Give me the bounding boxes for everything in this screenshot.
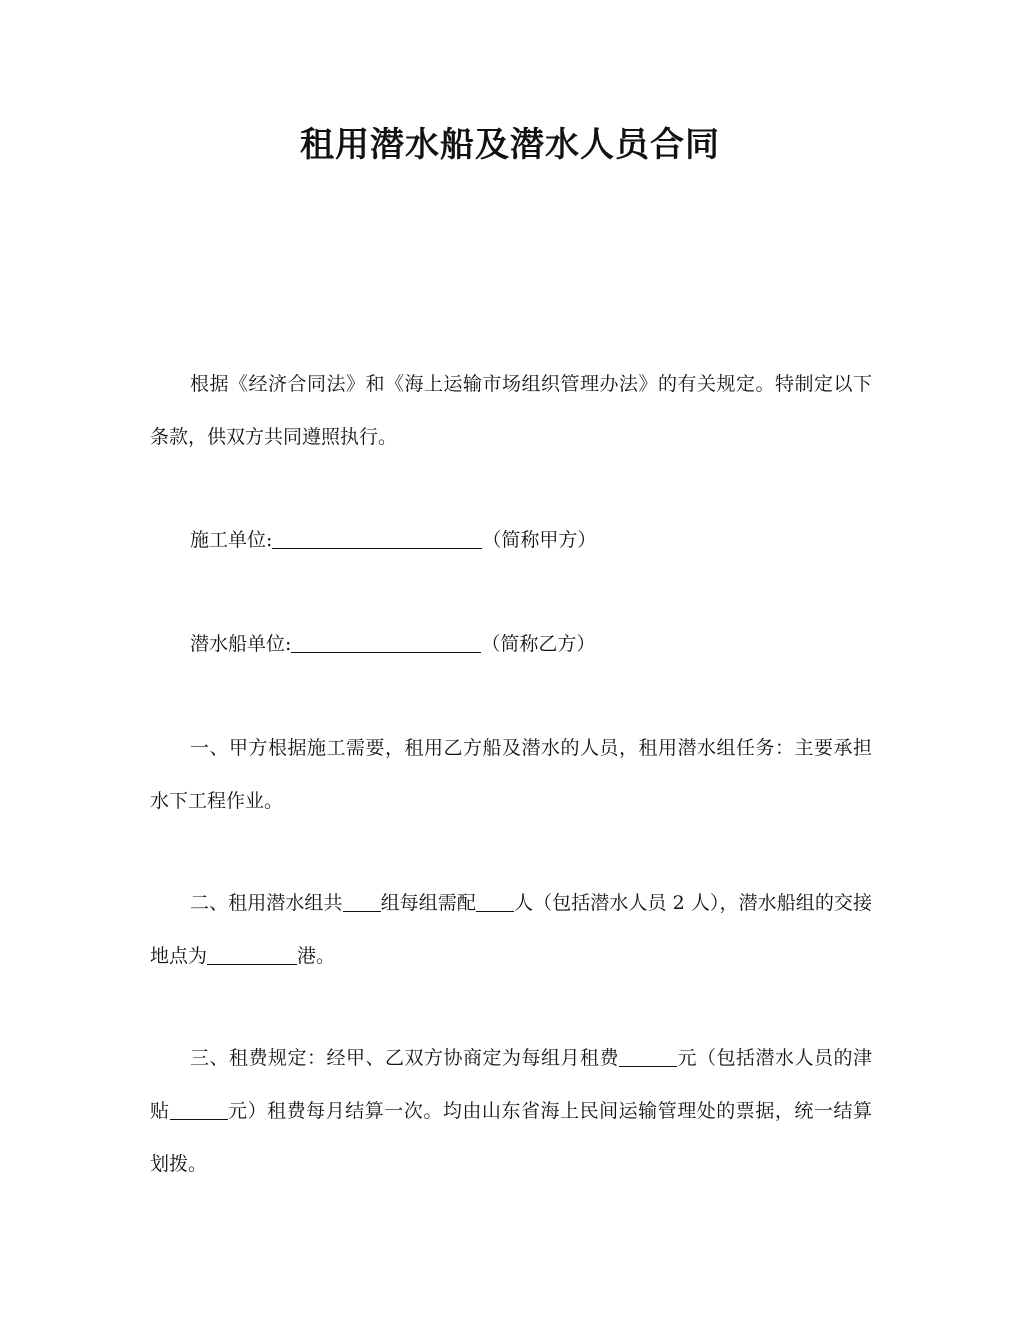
contract-title: 租用潜水船及潜水人员合同 xyxy=(300,125,720,165)
party-b-line xyxy=(150,618,872,671)
party-b-suffix: （简称乙方） xyxy=(481,633,596,655)
party-a-line xyxy=(150,514,872,567)
clause-1-paragraph xyxy=(150,722,872,828)
party-a-label: 施工单位: xyxy=(190,529,273,551)
party-b-blank-field[interactable] xyxy=(291,632,481,653)
clause-3-text-3: 元）租费每月结算一次。均由山东省海上民间运输管理处的票据，统一结算划拨。 xyxy=(150,1100,872,1175)
clause-2-text-2: 组每组需配 xyxy=(380,892,476,914)
people-count-blank-field[interactable] xyxy=(476,891,514,912)
clause-2-paragraph xyxy=(150,877,872,983)
handover-port-blank-field[interactable] xyxy=(207,944,297,965)
clause-2-text-1: 二、租用潜水组共 xyxy=(190,892,343,914)
party-a-suffix: （简称甲方） xyxy=(482,529,597,551)
clause-3-text-2: 元（包括潜水人员的津贴 xyxy=(150,1047,872,1122)
preamble-text: 根据《经济合同法》和《海上运输市场组织管理办法》的有关规定。特制定以下条款，供双方共同遵照执行。 xyxy=(150,373,872,448)
clause-1-text: 一、甲方根据施工需要，租用乙方船及潜水的人员，租用潜水组任务：主要承担水下工程作业。 xyxy=(150,737,872,812)
groups-count-blank-field[interactable] xyxy=(343,891,381,912)
clause-2-text-3: 人（包括潜水人员 2 人），潜水船组的交接地点为 xyxy=(150,892,872,967)
clause-3-paragraph xyxy=(150,1032,872,1191)
preamble-paragraph xyxy=(150,358,872,464)
monthly-fee-blank-field[interactable] xyxy=(619,1046,677,1067)
allowance-blank-field[interactable] xyxy=(170,1099,228,1120)
clause-2-text-4: 港。 xyxy=(297,945,336,967)
party-b-label: 潜水船单位: xyxy=(190,633,292,655)
clause-3-text-1: 三、租费规定：经甲、乙双方协商定为每组月租费 xyxy=(190,1047,619,1069)
party-a-blank-field[interactable] xyxy=(272,528,482,549)
